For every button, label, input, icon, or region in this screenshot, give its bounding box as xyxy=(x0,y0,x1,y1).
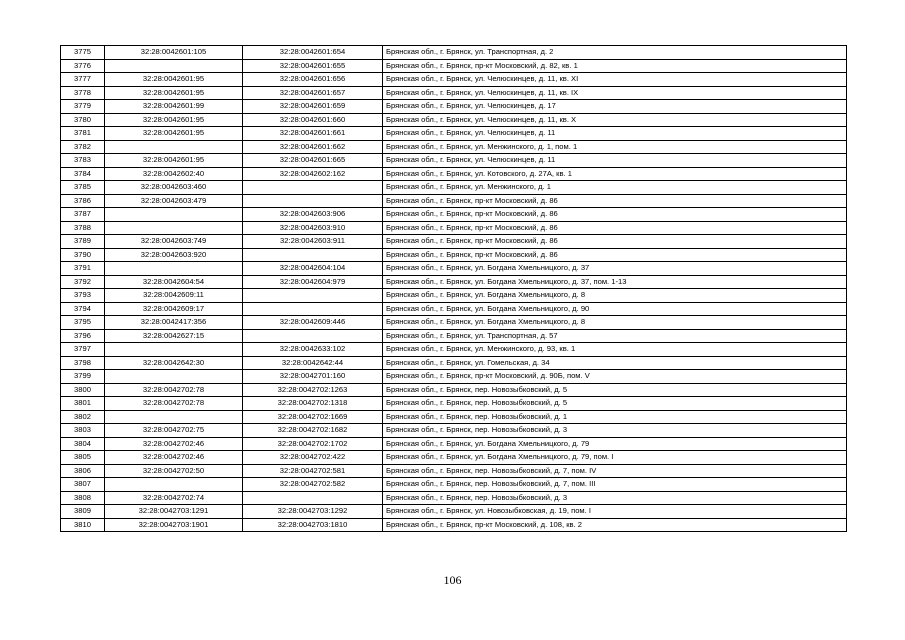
building-cadastral-number-cell: 32:28:0042601:657 xyxy=(243,86,383,100)
table-row xyxy=(61,235,847,249)
land-cadastral-number-cell: 32:28:0042702:78 xyxy=(105,397,243,411)
row-number-cell: 3781 xyxy=(61,127,105,141)
land-cadastral-number-cell: 32:28:0042702:46 xyxy=(105,437,243,451)
building-cadastral-number-cell: 32:28:0042601:654 xyxy=(243,46,383,60)
building-cadastral-number-cell: 32:28:0042601:660 xyxy=(243,113,383,127)
land-cadastral-number-cell: 32:28:0042601:105 xyxy=(105,46,243,60)
row-number-cell: 3796 xyxy=(61,329,105,343)
address-cell: Брянская обл., г. Брянск, ул. Богдана Хмельницкого, д. 79, пом. I xyxy=(383,451,847,465)
land-cadastral-number-cell xyxy=(105,262,243,276)
building-cadastral-number-cell xyxy=(243,194,383,208)
address-cell: Брянская обл., г. Брянск, ул. Богдана Хмельницкого, д. 37, пом. 1-13 xyxy=(383,275,847,289)
land-cadastral-number-cell: 32:28:0042702:74 xyxy=(105,491,243,505)
address-cell: Брянская обл., г. Брянск, ул. Менжинского, д. 1, пом. 1 xyxy=(383,140,847,154)
land-cadastral-number-cell: 32:28:0042609:17 xyxy=(105,302,243,316)
building-cadastral-number-cell: 32:28:0042702:1263 xyxy=(243,383,383,397)
row-number-cell: 3799 xyxy=(61,370,105,384)
land-cadastral-number-cell: 32:28:0042601:95 xyxy=(105,73,243,87)
table-row xyxy=(61,140,847,154)
table-row xyxy=(61,518,847,532)
address-cell: Брянская обл., г. Брянск, пр-кт Московский, д. 82, кв. 1 xyxy=(383,59,847,73)
address-cell: Брянская обл., г. Брянск, ул. Богдана Хмельницкого, д. 90 xyxy=(383,302,847,316)
row-number-cell: 3809 xyxy=(61,505,105,519)
table-row xyxy=(61,316,847,330)
row-number-cell: 3802 xyxy=(61,410,105,424)
table-row xyxy=(61,59,847,73)
building-cadastral-number-cell: 32:28:0042603:910 xyxy=(243,221,383,235)
row-number-cell: 3789 xyxy=(61,235,105,249)
building-cadastral-number-cell xyxy=(243,181,383,195)
row-number-cell: 3777 xyxy=(61,73,105,87)
row-number-cell: 3798 xyxy=(61,356,105,370)
table-row xyxy=(61,505,847,519)
building-cadastral-number-cell: 32:28:0042601:655 xyxy=(243,59,383,73)
row-number-cell: 3794 xyxy=(61,302,105,316)
address-cell: Брянская обл., г. Брянск, ул. Челюскинцев, д. 11, кв. XI xyxy=(383,73,847,87)
land-cadastral-number-cell: 32:28:0042601:95 xyxy=(105,113,243,127)
land-cadastral-number-cell xyxy=(105,140,243,154)
land-cadastral-number-cell: 32:28:0042702:50 xyxy=(105,464,243,478)
address-cell: Брянская обл., г. Брянск, пр-кт Московский, д. 86 xyxy=(383,194,847,208)
land-cadastral-number-cell: 32:28:0042642:30 xyxy=(105,356,243,370)
land-cadastral-number-cell xyxy=(105,208,243,222)
land-cadastral-number-cell: 32:28:0042603:749 xyxy=(105,235,243,249)
land-cadastral-number-cell: 32:28:0042702:78 xyxy=(105,383,243,397)
table-row xyxy=(61,113,847,127)
building-cadastral-number-cell: 32:28:0042702:1669 xyxy=(243,410,383,424)
table-row xyxy=(61,154,847,168)
address-cell: Брянская обл., г. Брянск, ул. Новозыбковская, д. 19, пом. I xyxy=(383,505,847,519)
row-number-cell: 3795 xyxy=(61,316,105,330)
address-cell: Брянская обл., г. Брянск, ул. Челюскинцев, д. 11 xyxy=(383,154,847,168)
table-row xyxy=(61,356,847,370)
address-cell: Брянская обл., г. Брянск, пер. Новозыбковский, д. 5 xyxy=(383,397,847,411)
building-cadastral-number-cell xyxy=(243,248,383,262)
address-cell: Брянская обл., г. Брянск, пр-кт Московский, д. 86 xyxy=(383,248,847,262)
row-number-cell: 3787 xyxy=(61,208,105,222)
land-cadastral-number-cell: 32:28:0042603:479 xyxy=(105,194,243,208)
building-cadastral-number-cell: 32:28:0042603:906 xyxy=(243,208,383,222)
row-number-cell: 3810 xyxy=(61,518,105,532)
address-cell: Брянская обл., г. Брянск, пр-кт Московский, д. 90Б, пом. V xyxy=(383,370,847,384)
address-cell: Брянская обл., г. Брянск, пер. Новозыбковский, д. 3 xyxy=(383,491,847,505)
row-number-cell: 3779 xyxy=(61,100,105,114)
building-cadastral-number-cell: 32:28:0042601:662 xyxy=(243,140,383,154)
row-number-cell: 3808 xyxy=(61,491,105,505)
table-row xyxy=(61,397,847,411)
address-cell: Брянская обл., г. Брянск, ул. Богдана Хмельницкого, д. 79 xyxy=(383,437,847,451)
building-cadastral-number-cell: 32:28:0042642:44 xyxy=(243,356,383,370)
row-number-cell: 3790 xyxy=(61,248,105,262)
row-number-cell: 3806 xyxy=(61,464,105,478)
address-cell: Брянская обл., г. Брянск, пр-кт Московский, д. 86 xyxy=(383,221,847,235)
building-cadastral-number-cell: 32:28:0042601:661 xyxy=(243,127,383,141)
land-cadastral-number-cell xyxy=(105,221,243,235)
building-cadastral-number-cell: 32:28:0042604:979 xyxy=(243,275,383,289)
table-row xyxy=(61,73,847,87)
table-row xyxy=(61,343,847,357)
table-row xyxy=(61,181,847,195)
land-cadastral-number-cell: 32:28:0042603:920 xyxy=(105,248,243,262)
row-number-cell: 3797 xyxy=(61,343,105,357)
row-number-cell: 3803 xyxy=(61,424,105,438)
table-row xyxy=(61,208,847,222)
address-cell: Брянская обл., г. Брянск, ул. Челюскинцев, д. 11, кв. X xyxy=(383,113,847,127)
land-cadastral-number-cell: 32:28:0042702:46 xyxy=(105,451,243,465)
building-cadastral-number-cell: 32:28:0042604:104 xyxy=(243,262,383,276)
page-number: 106 xyxy=(443,573,462,587)
row-number-cell: 3800 xyxy=(61,383,105,397)
table-row xyxy=(61,451,847,465)
building-cadastral-number-cell: 32:28:0042609:446 xyxy=(243,316,383,330)
building-cadastral-number-cell xyxy=(243,491,383,505)
row-number-cell: 3807 xyxy=(61,478,105,492)
land-cadastral-number-cell: 32:28:0042602:40 xyxy=(105,167,243,181)
land-cadastral-number-cell: 32:28:0042417:356 xyxy=(105,316,243,330)
land-cadastral-number-cell xyxy=(105,59,243,73)
address-cell: Брянская обл., г. Брянск, ул. Транспортная, д. 57 xyxy=(383,329,847,343)
address-cell: Брянская обл., г. Брянск, пер. Новозыбковский, д. 1 xyxy=(383,410,847,424)
land-cadastral-number-cell: 32:28:0042601:95 xyxy=(105,154,243,168)
row-number-cell: 3786 xyxy=(61,194,105,208)
building-cadastral-number-cell xyxy=(243,329,383,343)
table-row xyxy=(61,275,847,289)
address-cell: Брянская обл., г. Брянск, ул. Челюскинцев, д. 17 xyxy=(383,100,847,114)
table-row xyxy=(61,167,847,181)
row-number-cell: 3801 xyxy=(61,397,105,411)
land-cadastral-number-cell: 32:28:0042601:95 xyxy=(105,86,243,100)
table-row xyxy=(61,100,847,114)
address-cell: Брянская обл., г. Брянск, пр-кт Московский, д. 108, кв. 2 xyxy=(383,518,847,532)
table-row xyxy=(61,478,847,492)
building-cadastral-number-cell xyxy=(243,289,383,303)
land-cadastral-number-cell: 32:28:0042703:1901 xyxy=(105,518,243,532)
land-cadastral-number-cell xyxy=(105,410,243,424)
land-cadastral-number-cell: 32:28:0042627:15 xyxy=(105,329,243,343)
row-number-cell: 3775 xyxy=(61,46,105,60)
property-table xyxy=(60,45,847,532)
land-cadastral-number-cell: 32:28:0042601:95 xyxy=(105,127,243,141)
address-cell: Брянская обл., г. Брянск, ул. Богдана Хмельницкого, д. 37 xyxy=(383,262,847,276)
building-cadastral-number-cell: 32:28:0042702:1702 xyxy=(243,437,383,451)
address-cell: Брянская обл., г. Брянск, ул. Менжинского, д. 1 xyxy=(383,181,847,195)
building-cadastral-number-cell: 32:28:0042702:422 xyxy=(243,451,383,465)
building-cadastral-number-cell: 32:28:0042603:911 xyxy=(243,235,383,249)
address-cell: Брянская обл., г. Брянск, ул. Транспортная, д. 2 xyxy=(383,46,847,60)
address-cell: Брянская обл., г. Брянск, пер. Новозыбковский, д. 7, пом. IV xyxy=(383,464,847,478)
row-number-cell: 3780 xyxy=(61,113,105,127)
address-cell: Брянская обл., г. Брянск, ул. Гомельская, д. 34 xyxy=(383,356,847,370)
address-cell: Брянская обл., г. Брянск, ул. Богдана Хмельницкого, д. 8 xyxy=(383,316,847,330)
land-cadastral-number-cell: 32:28:0042702:75 xyxy=(105,424,243,438)
table-row xyxy=(61,424,847,438)
table-row xyxy=(61,127,847,141)
address-cell: Брянская обл., г. Брянск, пер. Новозыбковский, д. 3 xyxy=(383,424,847,438)
building-cadastral-number-cell: 32:28:0042701:160 xyxy=(243,370,383,384)
land-cadastral-number-cell: 32:28:0042604:54 xyxy=(105,275,243,289)
address-cell: Брянская обл., г. Брянск, пр-кт Московский, д. 86 xyxy=(383,208,847,222)
building-cadastral-number-cell: 32:28:0042702:1682 xyxy=(243,424,383,438)
table-row xyxy=(61,86,847,100)
building-cadastral-number-cell: 32:28:0042602:162 xyxy=(243,167,383,181)
row-number-cell: 3791 xyxy=(61,262,105,276)
row-number-cell: 3792 xyxy=(61,275,105,289)
table-row xyxy=(61,221,847,235)
row-number-cell: 3804 xyxy=(61,437,105,451)
land-cadastral-number-cell: 32:28:0042703:1291 xyxy=(105,505,243,519)
table-row xyxy=(61,464,847,478)
table-row xyxy=(61,329,847,343)
row-number-cell: 3793 xyxy=(61,289,105,303)
row-number-cell: 3785 xyxy=(61,181,105,195)
building-cadastral-number-cell: 32:28:0042702:581 xyxy=(243,464,383,478)
row-number-cell: 3778 xyxy=(61,86,105,100)
building-cadastral-number-cell: 32:28:0042702:1318 xyxy=(243,397,383,411)
building-cadastral-number-cell: 32:28:0042702:582 xyxy=(243,478,383,492)
address-cell: Брянская обл., г. Брянск, ул. Челюскинцев, д. 11 xyxy=(383,127,847,141)
table-row xyxy=(61,46,847,60)
row-number-cell: 3805 xyxy=(61,451,105,465)
building-cadastral-number-cell: 32:28:0042703:1810 xyxy=(243,518,383,532)
row-number-cell: 3782 xyxy=(61,140,105,154)
address-cell: Брянская обл., г. Брянск, пер. Новозыбковский, д. 7, пом. III xyxy=(383,478,847,492)
table-row xyxy=(61,194,847,208)
table-row xyxy=(61,437,847,451)
table-row xyxy=(61,491,847,505)
table-row xyxy=(61,370,847,384)
land-cadastral-number-cell xyxy=(105,370,243,384)
property-table-body xyxy=(61,46,847,532)
address-cell: Брянская обл., г. Брянск, ул. Богдана Хмельницкого, д. 8 xyxy=(383,289,847,303)
building-cadastral-number-cell: 32:28:0042601:656 xyxy=(243,73,383,87)
land-cadastral-number-cell xyxy=(105,478,243,492)
row-number-cell: 3788 xyxy=(61,221,105,235)
address-cell: Брянская обл., г. Брянск, ул. Котовского, д. 27А, кв. 1 xyxy=(383,167,847,181)
address-cell: Брянская обл., г. Брянск, ул. Менжинского, д. 93, кв. 1 xyxy=(383,343,847,357)
building-cadastral-number-cell: 32:28:0042601:665 xyxy=(243,154,383,168)
table-row xyxy=(61,289,847,303)
table-row xyxy=(61,383,847,397)
address-cell: Брянская обл., г. Брянск, пр-кт Московский, д. 86 xyxy=(383,235,847,249)
building-cadastral-number-cell xyxy=(243,302,383,316)
address-cell: Брянская обл., г. Брянск, ул. Челюскинцев, д. 11, кв. IX xyxy=(383,86,847,100)
land-cadastral-number-cell: 32:28:0042601:99 xyxy=(105,100,243,114)
building-cadastral-number-cell: 32:28:0042633:102 xyxy=(243,343,383,357)
building-cadastral-number-cell: 32:28:0042601:659 xyxy=(243,100,383,114)
row-number-cell: 3784 xyxy=(61,167,105,181)
table-row xyxy=(61,262,847,276)
address-cell: Брянская обл., г. Брянск, пер. Новозыбковский, д. 5 xyxy=(383,383,847,397)
row-number-cell: 3776 xyxy=(61,59,105,73)
land-cadastral-number-cell: 32:28:0042609:11 xyxy=(105,289,243,303)
table-row xyxy=(61,302,847,316)
row-number-cell: 3783 xyxy=(61,154,105,168)
land-cadastral-number-cell xyxy=(105,343,243,357)
table-row xyxy=(61,410,847,424)
land-cadastral-number-cell: 32:28:0042603:460 xyxy=(105,181,243,195)
table-row xyxy=(61,248,847,262)
building-cadastral-number-cell: 32:28:0042703:1292 xyxy=(243,505,383,519)
